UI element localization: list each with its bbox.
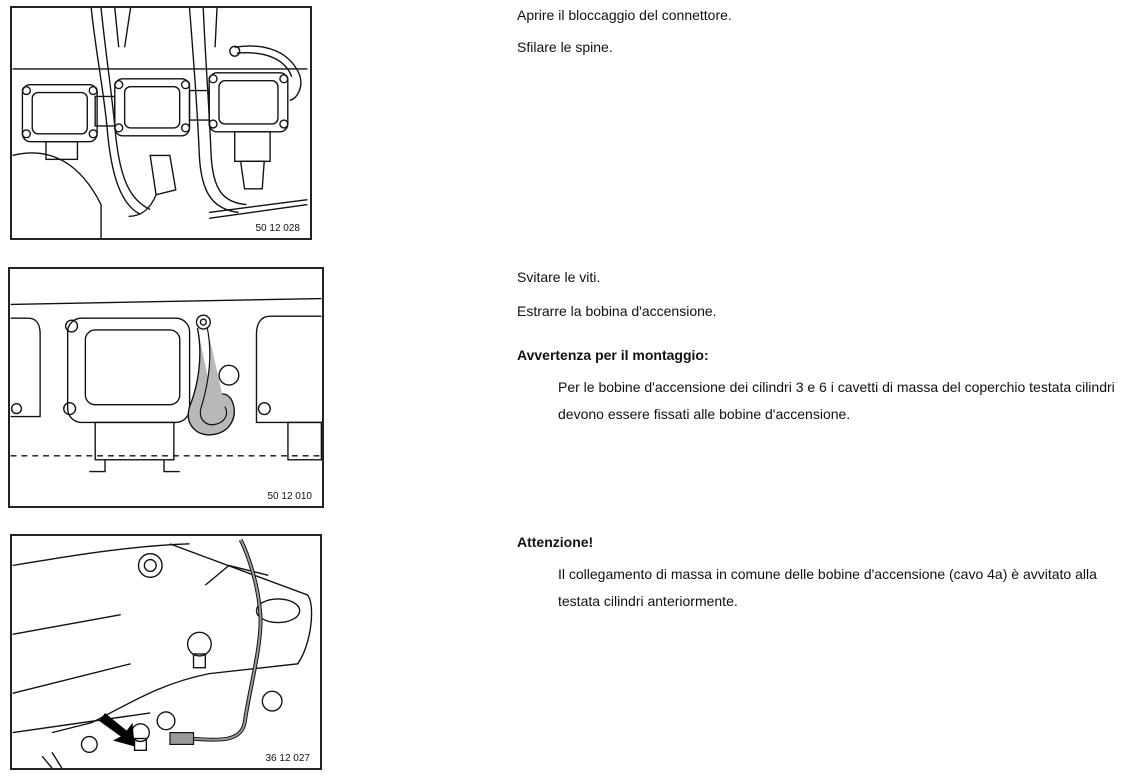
- common-ground-cable-illustration: [12, 536, 320, 768]
- assembly-note-text: Per le bobine d'accensione dei cilindri 3 e 6 i cavetti di massa del coperchio testata cilindri devono essere fissati alle bobine d'accensione.: [558, 379, 1115, 422]
- figure-code: 50 12 028: [255, 223, 300, 234]
- figure-connector-unlock: [10, 6, 312, 240]
- step-open-connector-lock: Aprire il bloccaggio del connettore.: [517, 7, 732, 23]
- figure-code: 50 12 010: [267, 491, 312, 502]
- assembly-note-heading: Avvertenza per il montaggio:: [517, 347, 709, 363]
- caution-text: Il collegamento di massa in comune delle bobine d'accensione (cavo 4a) è avvitato alla testata cilindri anteriormente.: [558, 566, 1097, 609]
- step-remove-plugs: Sfilare le spine.: [517, 39, 613, 55]
- figure-code: 36 12 027: [265, 753, 310, 764]
- ignition-coil-connector-illustration: [12, 8, 310, 238]
- step-unscrew-screws: Svitare le viti.: [517, 269, 601, 285]
- ignition-coil-ground-wire-illustration: [10, 269, 322, 506]
- figure-ground-connection: [10, 534, 322, 770]
- step-remove-ignition-coil: Estrarre la bobina d'accensione.: [517, 303, 717, 319]
- figure-coil-screws: [8, 267, 324, 508]
- caution-heading: Attenzione!: [517, 534, 594, 550]
